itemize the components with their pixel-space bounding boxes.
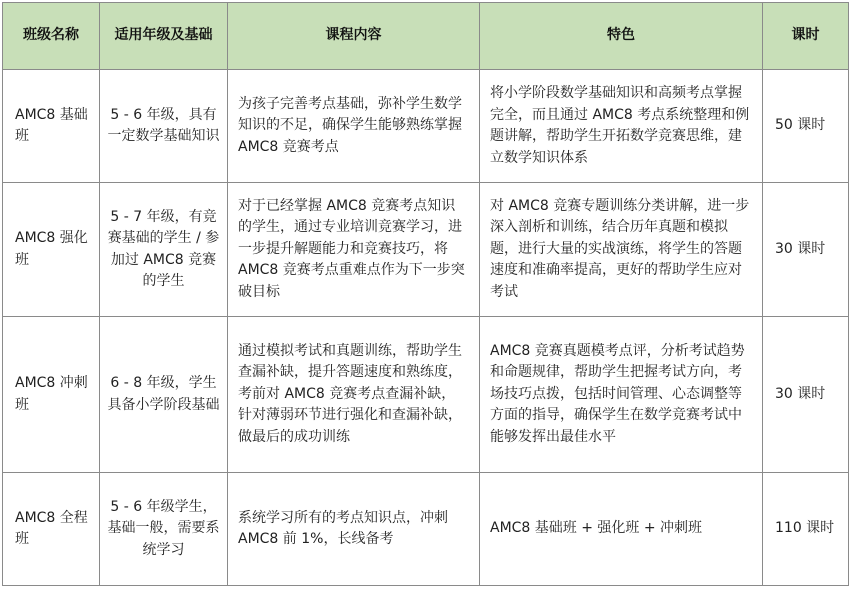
header-class-name: 班级名称 bbox=[3, 3, 100, 70]
header-grade: 适用年级及基础 bbox=[100, 3, 228, 70]
header-feature: 特色 bbox=[480, 3, 763, 70]
content-cell: 对于已经掌握 AMC8 竞赛考点知识的学生，通过专业培训竞赛学习，进一步提升解题能力和竞赛技巧，将 AMC8 竞赛考点重难点作为下一步突破目标 bbox=[228, 183, 480, 317]
content-cell: 系统学习所有的考点知识点，冲刺 AMC8 前 1%，长线备考 bbox=[228, 473, 480, 586]
content-cell: 为孩子完善考点基础，弥补学生数学知识的不足，确保学生能够熟练掌握 AMC8 竞赛考点 bbox=[228, 70, 480, 183]
grade-cell: 5 - 6 年级学生，基础一般，需要系统学习 bbox=[100, 473, 228, 586]
class-name-cell: AMC8 冲刺班 bbox=[3, 317, 100, 473]
class-name-cell: AMC8 基础班 bbox=[3, 70, 100, 183]
table-row bbox=[3, 183, 849, 317]
feature-cell: AMC8 竞赛真题模考点评，分析考试趋势和命题规律，帮助学生把握考试方向，考场技巧点拨，包括时间管理、心态调整等方面的指导，确保学生在数学竞赛考试中能够发挥出最佳水平 bbox=[480, 317, 763, 473]
header-row bbox=[3, 3, 849, 70]
table-row bbox=[3, 70, 849, 183]
table-row bbox=[3, 473, 849, 586]
hours-cell: 50 课时 bbox=[763, 70, 849, 183]
feature-cell: AMC8 基础班 + 强化班 + 冲刺班 bbox=[480, 473, 763, 586]
hours-cell: 30 课时 bbox=[763, 317, 849, 473]
grade-cell: 6 - 8 年级，学生具备小学阶段基础 bbox=[100, 317, 228, 473]
course-table bbox=[2, 2, 849, 586]
content-cell: 通过模拟考试和真题训练，帮助学生查漏补缺，提升答题速度和熟练度，考前对 AMC8 竞赛考点查漏补缺，针对薄弱环节进行强化和查漏补缺，做最后的成功训练 bbox=[228, 317, 480, 473]
feature-cell: 对 AMC8 竞赛专题训练分类讲解，进一步深入剖析和训练，结合历年真题和模拟题，进行大量的实战演练，将学生的答题速度和准确率提高，更好的帮助学生应对考试 bbox=[480, 183, 763, 317]
hours-cell: 30 课时 bbox=[763, 183, 849, 317]
grade-cell: 5 - 6 年级，具有一定数学基础知识 bbox=[100, 70, 228, 183]
feature-cell: 将小学阶段数学基础知识和高频考点掌握完全，而且通过 AMC8 考点系统整理和例题讲解，帮助学生开拓数学竞赛思维，建立数学知识体系 bbox=[480, 70, 763, 183]
hours-cell: 110 课时 bbox=[763, 473, 849, 586]
grade-cell: 5 - 7 年级，有竞赛基础的学生 / 参加过 AMC8 竞赛的学生 bbox=[100, 183, 228, 317]
table-row bbox=[3, 317, 849, 473]
header-hours: 课时 bbox=[763, 3, 849, 70]
class-name-cell: AMC8 全程班 bbox=[3, 473, 100, 586]
header-content: 课程内容 bbox=[228, 3, 480, 70]
class-name-cell: AMC8 强化班 bbox=[3, 183, 100, 317]
